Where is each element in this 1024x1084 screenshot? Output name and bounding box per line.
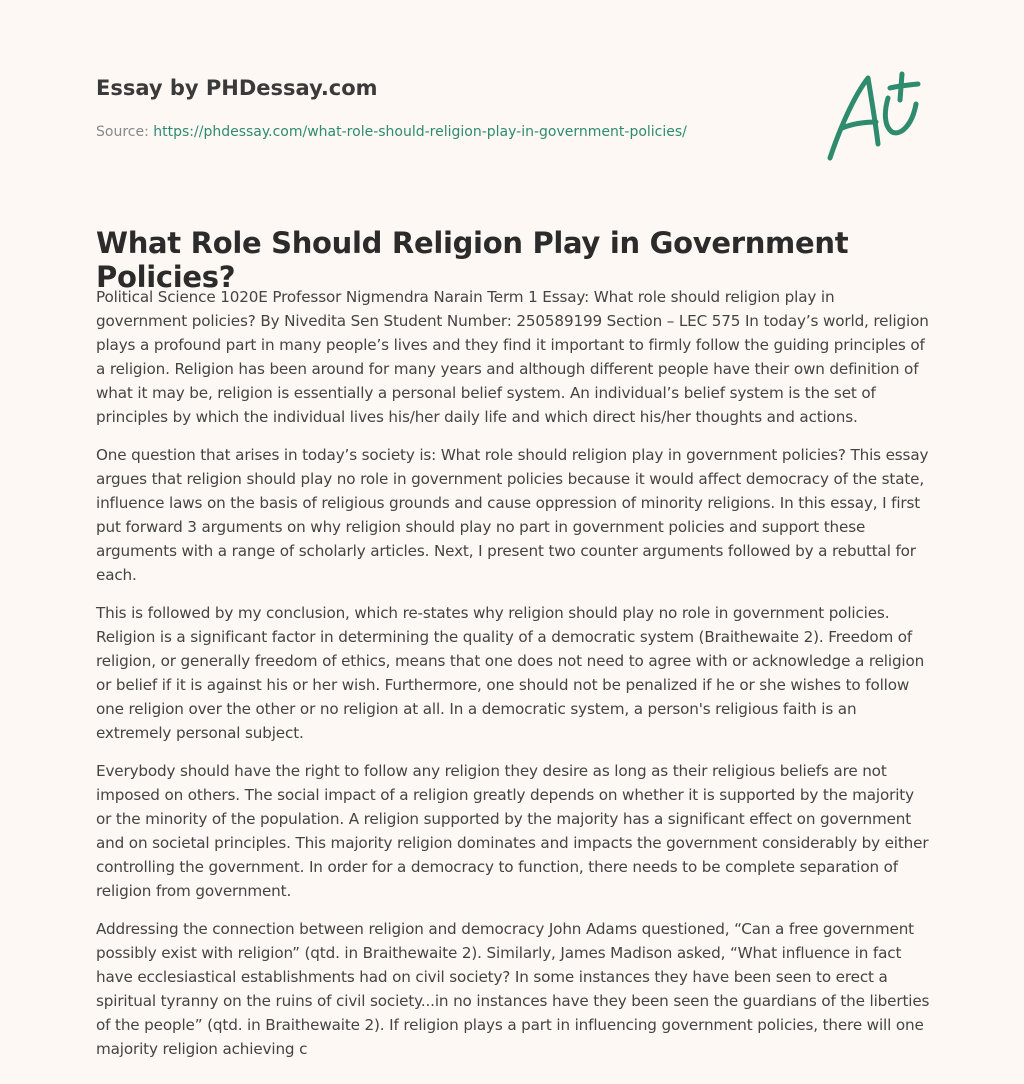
paragraph: One question that arises in today’s society is: What role should religion play in government policies? This essay argues that religion should play no role in government policies because it would affect democracy of the state, influence laws on the basis of religious grounds and cause oppression of minority religions. In this essay, I first put forward 3 arguments on why religion should play no part in government policies and support these arguments with a range of scholarly articles. Next, I present two counter arguments followed by a rebuttal for each. — [96, 446, 929, 584]
source-label: Source: — [96, 124, 154, 140]
paragraph: This is followed by my conclusion, which re-states why religion should play no role in government policies. Religion is a significant factor in determining the quality of a democratic system (Braithewaite 2). Freedom of religion, or generally freedom of ethics, means that one does not need to agree with or acknowledge a religion or belief if it is against his or her wish. Furthermore, one should not be penalized if he or she wishes to follow one religion over the other or no religion at all. In a democratic system, a person's religious faith is an extremely personal subject. — [96, 604, 925, 742]
paragraph: Political Science 1020E Professor Nigmendra Narain Term 1 Essay: What role should religion play in government policies? By Nivedita Sen Student Number: 250589199 Section – LEC 575 In today’s world, religion plays a profound part in many people’s lives and they find it important to firmly follow the guiding principles of a religion. Religion has been around for many years and although different people have their own definition of what it may be, religion is essentially a personal belief system. An individual’s belief system is the set of principles by which the individual lives his/her daily life and which direct his/her thoughts and actions. — [96, 288, 929, 426]
essay-body — [96, 285, 930, 1075]
paragraph: Addressing the connection between religion and democracy John Adams questioned, “Can a free government possibly exist with religion” (qtd. in Braithewaite 2). Similarly, James Madison asked, “What influence in fact have ecclesiastical establishments had on civil society? In some instances they have been seen to erect a spiritual tyranny on the ruins of civil society...in no instances have they been seen the guardians of the liberties of the people” (qtd. in Braithewaite 2). If religion plays a part in influencing government policies, there will one majority religion achieving c — [96, 920, 930, 1058]
source-link[interactable]: https://phdessay.com/what-role-should-religion-play-in-government-policies/ — [153, 124, 687, 140]
source-line — [96, 124, 687, 140]
essay-header — [96, 76, 796, 140]
a-plus-logo-icon — [818, 66, 930, 166]
essay-title: What Role Should Religion Play in Government Policies? — [96, 226, 849, 294]
brand-title: Essay by PHDessay.com — [96, 76, 378, 100]
paragraph: Everybody should have the right to follow any religion they desire as long as their religious beliefs are not imposed on others. The social impact of a religion greatly depends on whether it is supported by the majority or the minority of the population. A religion supported by the majority has a significant effect on government and on societal principles. This majority religion dominates and impacts the government considerably by either controlling the government. In order for a democracy to function, there needs to be complete separation of religion from government. — [96, 762, 929, 900]
